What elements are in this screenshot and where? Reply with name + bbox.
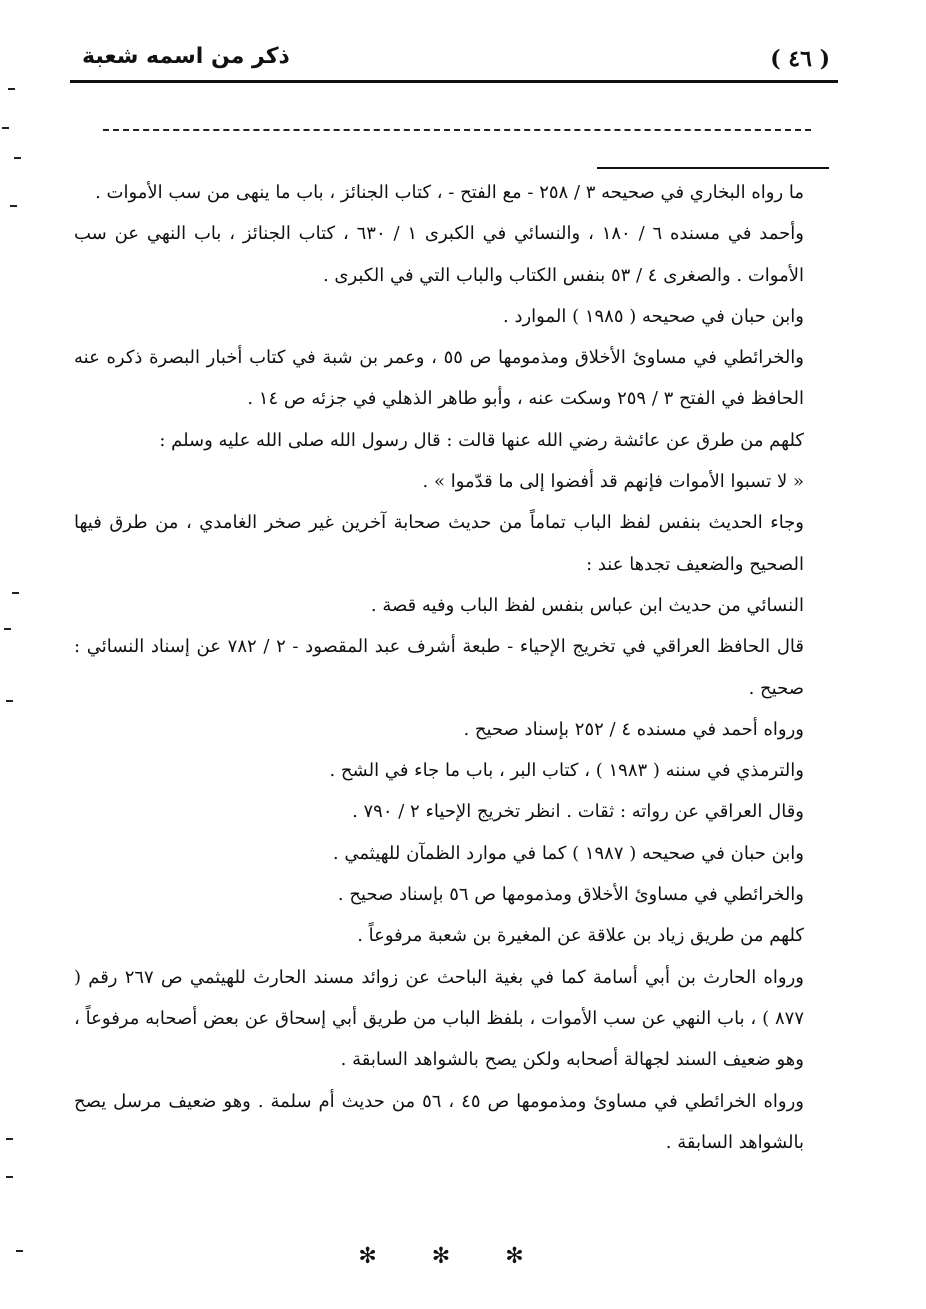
header-rule: [70, 80, 838, 83]
paragraph: وجاء الحديث بنفس لفظ الباب تماماً من حديث صحابة آخرين غير صخر الغامدي ، من طرق فيها الصحيح والضعيف تجدها عند :: [74, 512, 804, 575]
page-header: [70, 40, 836, 80]
paragraph: النسائي من حديث ابن عباس بنفس لفظ الباب وفيه قصة .: [370, 594, 804, 616]
page-number: ( ٤٦ ): [770, 46, 830, 72]
paragraph: وقال العراقي عن رواته : ثقات . انظر تخريج الإحياء ٢ / ٧٩٠ .: [352, 801, 804, 823]
paragraph: ورواه الخرائطي في مساوئ ومذمومها ص ٤٥ ، ٥٦ من حديث أم سلمة . وهو ضعيف مرسل يصح بالشواهد السابقة .: [74, 1090, 804, 1153]
scan-mark: [4, 628, 11, 630]
scan-mark: [10, 205, 17, 207]
footer-ornament: ✻ ✻ ✻: [358, 1244, 548, 1269]
paragraph: والترمذي في سننه ( ١٩٨٣ ) ، كتاب البر ، باب ما جاء في الشح .: [329, 760, 804, 782]
paragraph: ما رواه البخاري في صحيحه ٣ / ٢٥٨ - مع الفتح - ، كتاب الجنائز ، باب ما ينهى من سب الأموات .: [95, 182, 804, 203]
paragraph: كلهم من طريق زياد بن علاقة عن المغيرة بن شعبة مرفوعاً .: [357, 925, 804, 947]
paragraph: وابن حبان في صحيحه ( ١٩٨٥ ) الموارد .: [503, 305, 804, 327]
scan-mark: [6, 700, 13, 702]
scan-mark: [2, 127, 9, 129]
paragraph: ورواه الحارث بن أبي أسامة كما في بغية الباحث عن زوائد مسند الحارث للهيثمي ص ٢٦٧ رقم ( ٨٧٧ ) ، باب النهي عن سب الأموات ، بلفظ الباب من طريق أبي إسحاق عن بعض أصحابه مرفوعاً ، وهو ضعيف السند لجهالة أصحابه ولكن يصح بالشواهد السابقة .: [74, 966, 805, 1071]
paragraph: قال الحافظ العراقي في تخريج الإحياء - طبعة أشرف عبد المقصود - ٢ / ٧٨٢ عن إسناد النسائي : صحيح .: [74, 636, 804, 699]
paragraph: والخرائطي في مساوئ الأخلاق ومذمومها ص ٥٦ بإسناد صحيح .: [337, 884, 804, 906]
paragraph: وابن حبان في صحيحه ( ١٩٨٧ ) كما في موارد الظمآن للهيثمي .: [332, 842, 804, 864]
scan-mark: [8, 88, 15, 90]
running-title: ذكر من اسمه شعبة: [82, 44, 290, 69]
scan-mark: [12, 592, 19, 594]
main-text: [74, 172, 804, 1163]
scan-mark: [14, 157, 21, 159]
dashed-separator: [103, 129, 811, 131]
scan-mark: [6, 1138, 13, 1140]
paragraph: كلهم من طرق عن عائشة رضي الله عنها قالت : قال رسول الله صلى الله عليه وسلم :: [159, 429, 804, 451]
scan-mark: [16, 1250, 23, 1252]
paragraph: ورواه أحمد في مسنده ٤ / ٢٥٢ بإسناد صحيح .: [463, 718, 804, 740]
footnote-rule: [597, 167, 829, 169]
hadith-quote: « لا تسبوا الأموات فإنهم قد أفضوا إلى ما قدّموا » .: [422, 471, 804, 493]
paragraph: والخرائطي في مساوئ الأخلاق ومذمومها ص ٥٥ ، وعمر بن شبة في كتاب أخبار البصرة ذكره عنه الحافظ في الفتح ٣ / ٢٥٩ وسكت عنه ، وأبو طاهر الذهلي في جزئه ص ١٤ .: [74, 347, 804, 410]
paragraph: وأحمد في مسنده ٦ / ١٨٠ ، والنسائي في الكبرى ١ / ٦٣٠ ، كتاب الجنائز ، باب النهي عن سب الأموات . والصغرى ٤ / ٥٣ بنفس الكتاب والباب التي في الكبرى .: [74, 223, 804, 286]
scan-mark: [6, 1176, 13, 1178]
